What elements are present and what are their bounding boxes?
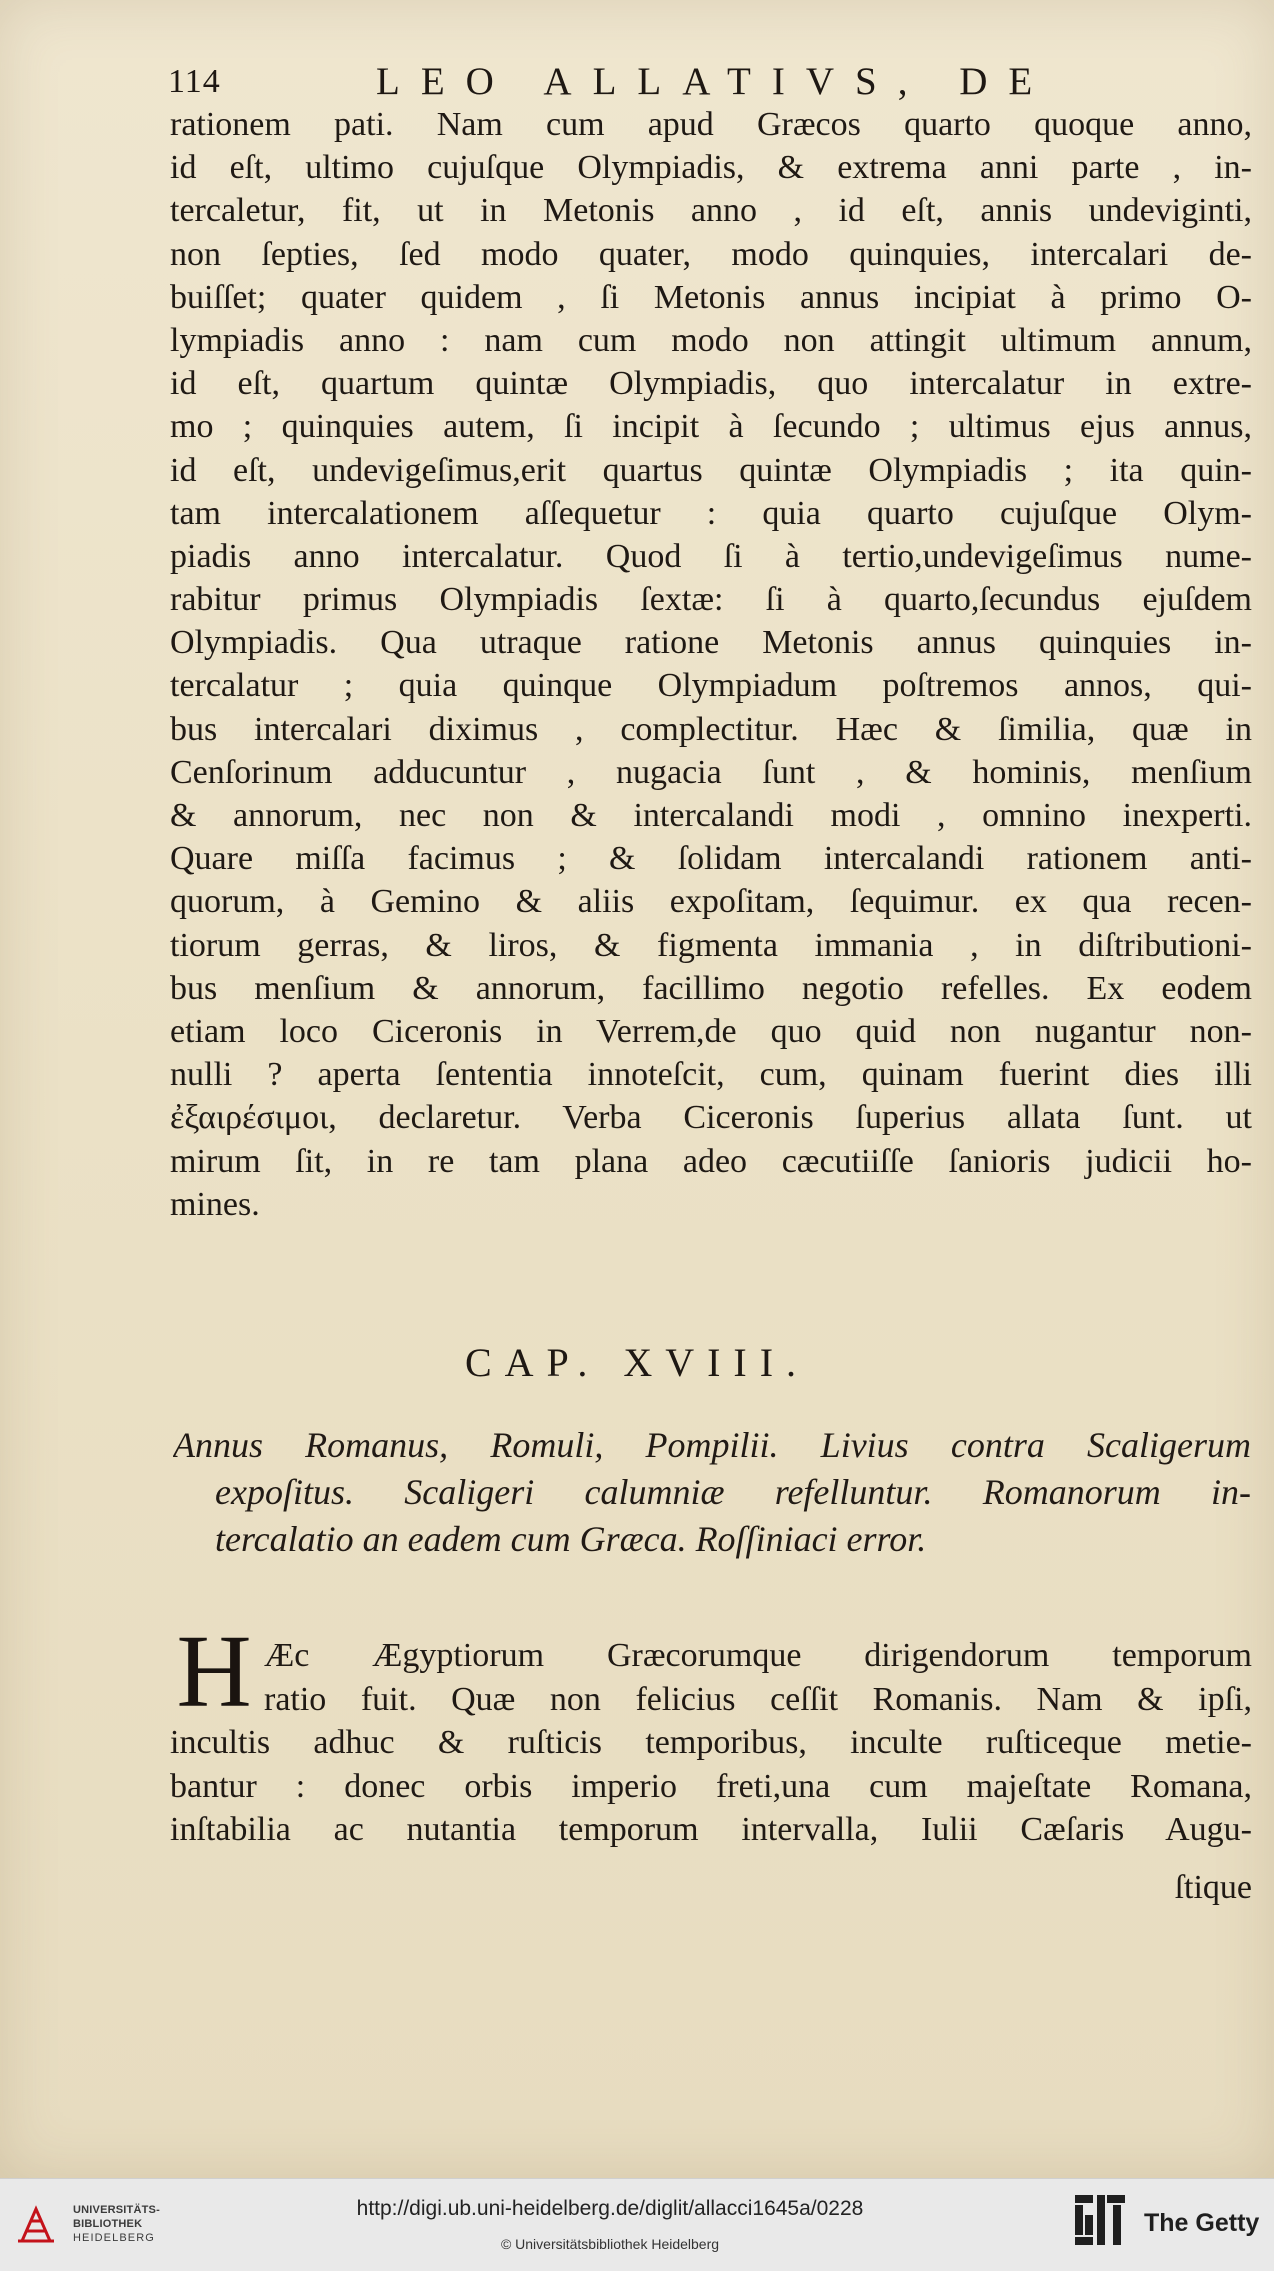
- body-line: Olympiadis. Qua utraque ratione Metonis annus quinquies in-: [170, 624, 1252, 662]
- chapter-text: [170, 1634, 1252, 1852]
- body-line: & annorum, nec non & intercalandi modi , omnino inexperti.: [170, 797, 1252, 834]
- body-line: mines.: [170, 1185, 260, 1223]
- copyright-notice: © Universitätsbibliothek Heidelberg: [500, 2236, 720, 2252]
- body-line: bus intercalari diximus , complectitur. Hæc & ſimilia, quæ in: [170, 710, 1252, 748]
- body-line: non ſepties, ſed modo quater, modo quinquies, intercalari de-: [170, 235, 1252, 273]
- body-line: quorum, à Gemino & aliis expoſitam, ſequimur. ex qua recen-: [170, 883, 1252, 921]
- body-line: Quare miſſa facimus ; & ſolidam intercalandi rationem anti-: [170, 840, 1252, 878]
- running-head: [168, 58, 1248, 106]
- chapter-line: incultis adhuc & ruſticis temporibus, inculte ruſticeque metie-: [170, 1724, 1252, 1761]
- chapter-line: Æc Ægyptiorum Græcorumque dirigendorum temporum: [264, 1637, 1252, 1674]
- page-number: 114: [168, 63, 221, 100]
- body-line: tiorum gerras, & liros, & figmenta immania , in diſtributioni-: [170, 926, 1252, 964]
- body-line: tercaletur, fit, ut in Metonis anno , id eſt, annis undeviginti,: [170, 192, 1252, 230]
- body-line: rabitur primus Olympiadis ſextæ: ſi à quarto,ſecundus ejuſdem: [170, 581, 1252, 619]
- library-name-line: BIBLIOTHEK: [73, 2218, 143, 2230]
- summary-line: Annus Romanus, Romuli, Pompilii. Livius contra Scaligerum: [173, 1425, 1251, 1465]
- summary-line: expoſitus. Scaligeri calumniæ refelluntur. Romanorum in-: [215, 1472, 1251, 1512]
- body-line: tercalatur ; quia quinque Olympiadum poſtremos annos, qui-: [170, 667, 1252, 705]
- digital-copy-url[interactable]: http://digi.ub.uni-heidelberg.de/diglit/allacci1645a/0228: [356, 2197, 864, 2220]
- chapter-line: bantur : donec orbis imperio freti,una cum majeſtate Romana,: [170, 1767, 1252, 1805]
- body-line: nulli ? aperta ſententia innoteſcit, cum, quinam fuerint dies illi: [170, 1056, 1252, 1094]
- chapter-heading: CAP. XVIII.: [464, 1340, 810, 1385]
- body-line: ἐξαιρέσιμοι, declaretur. Verba Ciceronis ſuperius allata ſunt. ut: [170, 1099, 1252, 1137]
- university-library-name[interactable]: [73, 2203, 243, 2245]
- body-line: piadis anno intercalatur. Quod ſi à tertio,undevigeſimus nume-: [170, 537, 1252, 575]
- drop-cap-initial: H: [176, 1614, 252, 1729]
- chapter-line: ratio fuit. Quæ non felicius ceſſit Romanis. Nam & ipſi,: [264, 1680, 1252, 1718]
- chapter-line: inſtabilia ac nutantia temporum intervalla, Iulii Cæſaris Augu-: [170, 1811, 1252, 1848]
- body-text: [170, 103, 1252, 1226]
- library-name-line: UNIVERSITÄTS-: [73, 2204, 160, 2216]
- body-line: id eſt, ultimo cujuſque Olympiadis, & extrema anni parte , in-: [170, 149, 1252, 187]
- body-line: id eſt, undevigeſimus,erit quartus quintæ Olympiadis ; ita quin-: [170, 451, 1252, 489]
- chapter-summary: [173, 1422, 1251, 1563]
- getty-label[interactable]: The Getty: [1144, 2209, 1260, 2237]
- library-name-line: HEIDELBERG: [73, 2232, 155, 2244]
- body-line: bus menſium & annorum, facillimo negotio refelles. Ex eodem: [170, 969, 1252, 1007]
- university-library-logo-icon[interactable]: [14, 2203, 58, 2247]
- body-line: mo ; quinquies autem, ſi incipit à ſecundo ; ultimus ejus annus,: [170, 408, 1252, 446]
- body-line: tam intercalationem aſſequetur : quia quarto cujuſque Olym-: [170, 494, 1252, 532]
- body-line: mirum ſit, in re tam plana adeo cæcutiiſſe ſanioris judicii ho-: [170, 1142, 1252, 1180]
- summary-line: tercalatio an eadem cum Græca. Roſſiniaci error.: [215, 1519, 927, 1559]
- body-line: rationem pati. Nam cum apud Græcos quarto quoque anno,: [170, 106, 1252, 143]
- body-line: Cenſorinum adducuntur , nugacia ſunt , & hominis, menſium: [170, 753, 1252, 791]
- running-title: LEO ALLATIVS, DE: [376, 60, 1054, 103]
- digitization-footer: [0, 2178, 1274, 2271]
- body-line: lympiadis anno : nam cum modo non attingit ultimum annum,: [170, 321, 1252, 359]
- body-line: buiſſet; quater quidem , ſi Metonis annus incipiat à primo O-: [170, 278, 1252, 316]
- body-line: id eſt, quartum quintæ Olympiadis, quo intercalatur in extre-: [170, 365, 1252, 403]
- body-line: etiam loco Ciceronis in Verrem,de quo quid non nugantur non-: [170, 1012, 1252, 1050]
- getty-logo-icon[interactable]: [1073, 2193, 1127, 2247]
- catchword: ſtique: [1174, 1869, 1252, 1906]
